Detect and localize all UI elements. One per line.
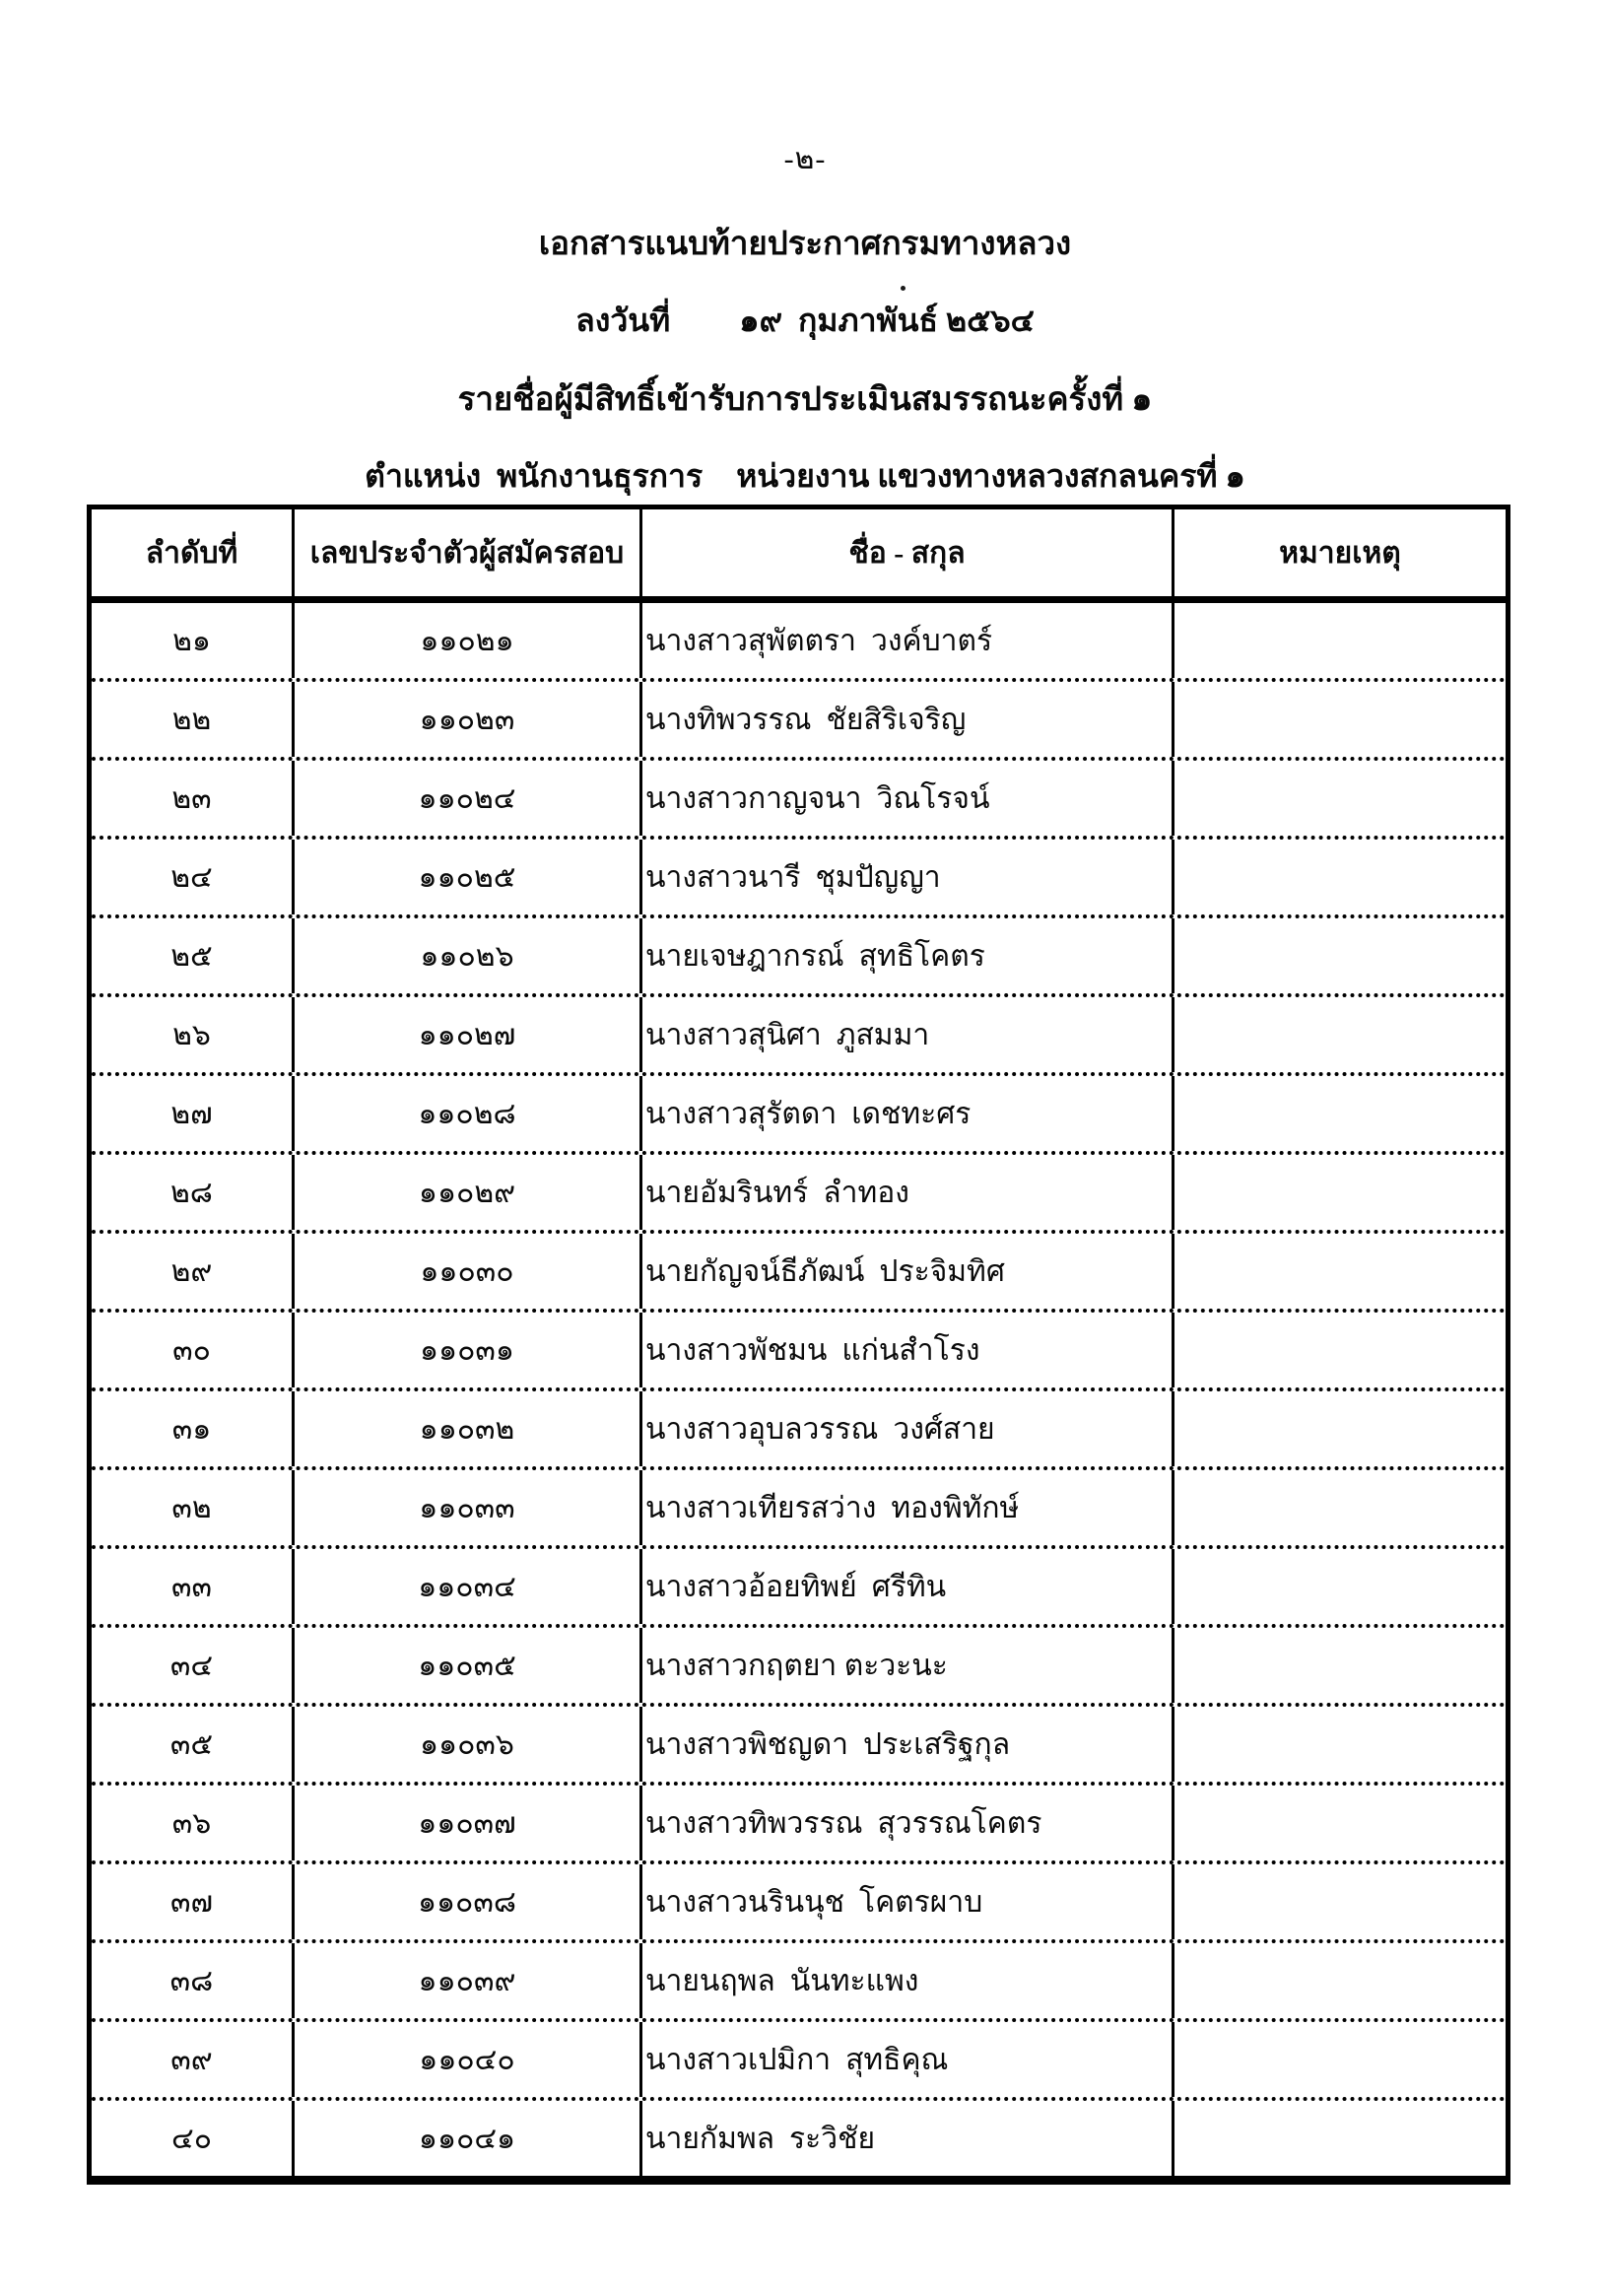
applicant-id-cell: ๑๑๐๓๙ — [295, 1943, 642, 2018]
date-line — [0, 296, 1610, 346]
table-row — [92, 2022, 1506, 2101]
row-index-cell: ๒๖ — [92, 997, 295, 1072]
full-name-cell: นางสาวสุรัตดา เดชทะศร — [642, 1076, 1174, 1151]
remarks-cell — [1174, 1076, 1506, 1151]
full-name-cell: นางสาวนรินนุช โคตรผาบ — [642, 1864, 1174, 1939]
applicant-id-cell: ๑๑๐๒๓ — [295, 682, 642, 757]
full-name-cell: นายนฤพล นันทะแพง — [642, 1943, 1174, 2018]
table-row — [92, 1313, 1506, 1391]
table-body — [92, 603, 1506, 2176]
row-index-cell: ๓๕ — [92, 1707, 295, 1782]
row-index-cell: ๓๗ — [92, 1864, 295, 1939]
row-index-cell: ๓๔ — [92, 1628, 295, 1703]
ink-speck — [901, 286, 906, 291]
table-row — [92, 918, 1506, 997]
remarks-cell — [1174, 840, 1506, 914]
remarks-cell — [1174, 1313, 1506, 1387]
remarks-cell — [1174, 1155, 1506, 1230]
unit-label: หน่วยงาน แขวงทางหลวงสกลนครที่ ๑ — [736, 458, 1245, 494]
remarks-cell — [1174, 2022, 1506, 2097]
table-row — [92, 1391, 1506, 1470]
row-index-cell: ๒๒ — [92, 682, 295, 757]
table-row — [92, 1076, 1506, 1155]
remarks-cell — [1174, 2101, 1506, 2176]
table-row — [92, 1234, 1506, 1313]
full-name-cell: นางสาวกาญจนา วิณโรจน์ — [642, 761, 1174, 836]
full-name-cell: นายเจษฎากรณ์ สุทธิโคตร — [642, 918, 1174, 993]
row-index-cell: ๔๐ — [92, 2101, 295, 2176]
applicant-id-cell: ๑๑๐๓๑ — [295, 1313, 642, 1387]
full-name-cell: นางสาวสุพัตตรา วงค์บาตร์ — [642, 603, 1174, 678]
full-name-cell: นางสาวเทียรสว่าง ทองพิทักษ์ — [642, 1470, 1174, 1545]
applicant-id-cell: ๑๑๐๓๘ — [295, 1864, 642, 1939]
remarks-cell — [1174, 603, 1506, 678]
header-full-name: ชื่อ - สกุล — [642, 509, 1174, 596]
full-name-cell: นายกัญจน์ธีภัฒน์ ประจิมทิศ — [642, 1234, 1174, 1309]
remarks-cell — [1174, 1234, 1506, 1309]
applicant-id-cell: ๑๑๐๒๙ — [295, 1155, 642, 1230]
full-name-cell: นายอัมรินทร์ ลำทอง — [642, 1155, 1174, 1230]
remarks-cell — [1174, 1628, 1506, 1703]
full-name-cell: นางสาวอุบลวรรณ วงศ์สาย — [642, 1391, 1174, 1466]
applicant-id-cell: ๑๑๐๓๔ — [295, 1549, 642, 1624]
row-index-cell: ๓๓ — [92, 1549, 295, 1624]
row-index-cell: ๒๔ — [92, 840, 295, 914]
applicant-id-cell: ๑๑๐๔๐ — [295, 2022, 642, 2097]
row-index-cell: ๓๐ — [92, 1313, 295, 1387]
applicant-id-cell: ๑๑๐๒๕ — [295, 840, 642, 914]
applicant-roster-table — [87, 505, 1510, 2185]
applicant-id-cell: ๑๑๐๒๗ — [295, 997, 642, 1072]
applicant-id-cell: ๑๑๐๒๔ — [295, 761, 642, 836]
full-name-cell: นางทิพวรรณ ชัยสิริเจริญ — [642, 682, 1174, 757]
row-index-cell: ๓๑ — [92, 1391, 295, 1466]
table-row — [92, 997, 1506, 1076]
applicant-id-cell: ๑๑๐๓๕ — [295, 1628, 642, 1703]
full-name-cell: นายกัมพล ระวิชัย — [642, 2101, 1174, 2176]
remarks-cell — [1174, 1549, 1506, 1624]
row-index-cell: ๒๕ — [92, 918, 295, 993]
row-index-cell: ๓๖ — [92, 1786, 295, 1860]
full-name-cell: นางสาวพัชมน แก่นสำโรง — [642, 1313, 1174, 1387]
full-name-cell: นางสาวอ้อยทิพย์ ศรีทิน — [642, 1549, 1174, 1624]
applicant-id-cell: ๑๑๐๔๑ — [295, 2101, 642, 2176]
full-name-cell: นางสาวสุนิศา ภูสมมา — [642, 997, 1174, 1072]
table-row — [92, 1549, 1506, 1628]
remarks-cell — [1174, 997, 1506, 1072]
table-header-row — [92, 509, 1506, 603]
applicant-id-cell: ๑๑๐๒๖ — [295, 918, 642, 993]
table-row — [92, 1707, 1506, 1786]
table-row — [92, 1864, 1506, 1943]
table-row — [92, 2101, 1506, 2176]
remarks-cell — [1174, 1391, 1506, 1466]
remarks-cell — [1174, 918, 1506, 993]
table-row — [92, 1470, 1506, 1549]
applicant-id-cell: ๑๑๐๒๘ — [295, 1076, 642, 1151]
remarks-cell — [1174, 1707, 1506, 1782]
full-name-cell: นางสาวทิพวรรณ สุวรรณโคตร — [642, 1786, 1174, 1860]
applicant-id-cell: ๑๑๐๓๗ — [295, 1786, 642, 1860]
table-row — [92, 1155, 1506, 1234]
full-name-cell: นางสาวกฤตยา ตะวะนะ — [642, 1628, 1174, 1703]
remarks-cell — [1174, 1786, 1506, 1860]
header-row-index: ลำดับที่ — [92, 509, 295, 596]
row-index-cell: ๒๗ — [92, 1076, 295, 1151]
table-row — [92, 1628, 1506, 1707]
row-index-cell: ๒๙ — [92, 1234, 295, 1309]
table-row — [92, 1786, 1506, 1864]
page-number: -๒- — [783, 143, 827, 175]
full-name-cell: นางสาวนารี ชุมปัญญา — [642, 840, 1174, 914]
applicant-id-cell: ๑๑๐๓๓ — [295, 1470, 642, 1545]
table-row — [92, 761, 1506, 840]
remarks-cell — [1174, 1943, 1506, 2018]
date-label: ลงวันที่ — [575, 303, 671, 338]
position-line — [0, 451, 1610, 502]
applicant-id-cell: ๑๑๐๓๐ — [295, 1234, 642, 1309]
position-label: ตำแหน่ง พนักงานธุรการ — [365, 458, 704, 494]
header-remarks: หมายเหตุ — [1279, 536, 1401, 570]
remarks-cell — [1174, 1864, 1506, 1939]
remarks-cell — [1174, 682, 1506, 757]
full-name-cell: นางสาวพิชญดา ประเสริฐกุล — [642, 1707, 1174, 1782]
date-value: ๑๙ กุมภาพันธ์ ๒๕๖๔ — [739, 303, 1035, 338]
row-index-cell: ๓๒ — [92, 1470, 295, 1545]
table-row — [92, 1943, 1506, 2022]
row-index-cell: ๓๙ — [92, 2022, 295, 2097]
row-index-cell: ๒๓ — [92, 761, 295, 836]
applicant-id-cell: ๑๑๐๓๒ — [295, 1391, 642, 1466]
remarks-cell — [1174, 761, 1506, 836]
row-index-cell: ๒๑ — [92, 603, 295, 678]
row-index-cell: ๓๘ — [92, 1943, 295, 2018]
table-row — [92, 603, 1506, 682]
applicant-id-cell: ๑๑๐๓๖ — [295, 1707, 642, 1782]
document-title: เอกสารแนบท้ายประกาศกรมทางหลวง — [538, 227, 1072, 262]
document-subtitle: รายชื่อผู้มีสิทธิ์เข้ารับการประเมินสมรรถนะครั้งที่ ๑ — [457, 382, 1153, 418]
remarks-cell — [1174, 1470, 1506, 1545]
table-row — [92, 840, 1506, 918]
full-name-cell: นางสาวเปมิกา สุทธิคุณ — [642, 2022, 1174, 2097]
applicant-id-cell: ๑๑๐๒๑ — [295, 603, 642, 678]
table-row — [92, 682, 1506, 761]
row-index-cell: ๒๘ — [92, 1155, 295, 1230]
header-applicant-id: เลขประจำตัวผู้สมัครสอบ — [295, 509, 642, 596]
